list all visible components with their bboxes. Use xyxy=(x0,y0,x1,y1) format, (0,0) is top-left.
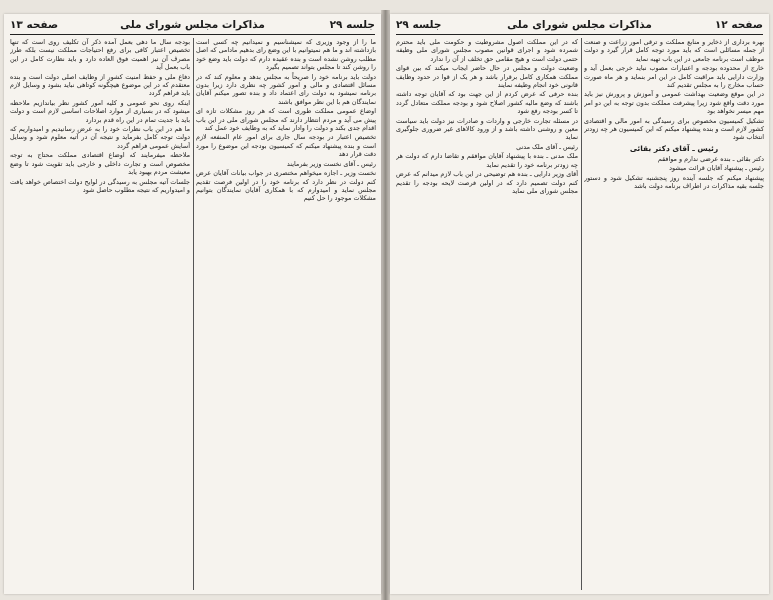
paragraph: پیشنهاد میکنم که جلسه آینده روز پنجشنبه تشکیل شود و دستور جلسه بقیه مذاکرات در اطراف برنامه دولت باشد xyxy=(584,173,764,191)
left-page-header xyxy=(10,16,375,35)
right-page-header xyxy=(396,16,763,35)
paragraph: در این موقع وضعیت بهداشت عمومی و آموزش و پرورش نیز باید مورد دقت واقع شود زیرا پیشرفت مملکت بدون توجه به این دو امر مهم میسر نخواهد بود xyxy=(584,90,764,116)
page-title: مذاکرات مجلس شورای ملی xyxy=(507,19,652,31)
page-number: صفحه ۱۲ xyxy=(714,19,763,31)
paragraph: دفاع ملی و حفظ امنیت کشور از وظایف اصلی دولت است و بنده معتقدم که در این موضوع هیچگونه کوتاهی نباید بشود و وسایل لازم باید فراهم گردد xyxy=(10,72,190,98)
paragraph: جلسات آتیه مجلس به رسیدگی در لوایح دولت اختصاص خواهد یافت و امیدواریم که نتیجه مطلوب حاصل شود xyxy=(10,177,190,194)
column-divider xyxy=(193,38,194,590)
left-page xyxy=(4,14,381,594)
paragraph: در مسئله تجارت خارجی و واردات و صادرات نیز دولت باید سیاست معین و روشنی داشته باشد و از ورود کالاهای غیر ضروری جلوگیری نماید xyxy=(396,116,578,142)
paragraph: ملک مدنی ـ بنده با پیشنهاد آقایان موافقم و تقاضا دارم که دولت هر چه زودتر برنامه خود را تقدیم نماید xyxy=(396,152,578,169)
paragraph: ملاحظه میفرمایند که اوضاع اقتصادی مملکت محتاج به توجه مخصوص است و تجارت داخلی و خارجی باید تقویت شود تا وضع معیشت مردم بهبود یابد xyxy=(10,151,190,177)
paragraph: که در این مملکت اصول مشروطیت و حکومت ملی باید محترم شمرده شود و اجرای قوانین مصوب مجلس شورای ملی وظیفه حتمی دولت است و هیچ مقامی حق تخلف از آن را ندارد xyxy=(396,38,578,63)
column-divider xyxy=(581,38,582,590)
speaker-line: دکتر بقائی ـ بنده عرضی ندارم و موافقم xyxy=(657,154,764,163)
paragraph: تشکیل کمیسیون مخصوص برای رسیدگی به امور مالی و اقتصادی کشور لازم است و بنده پیشنهاد میکنم که این کمیسیون هر چه زودتر انتخاب شود xyxy=(584,116,764,142)
paragraph: بودجه سال ما دهی بعمل آمده ذکر آن تکلیف روی است که تنها تخصیص اعتبار کافی برای رفع احتیاجات مملکت نیست بلکه طرز مصرف آن نیز اهمیت فوق العاده دارد و باید نظارت کامل در این باب بعمل آید xyxy=(10,38,190,72)
paragraph: بنده حرفی که عرض کردم از این جهت بود که آقایان توجه داشته باشند که وضع مالیه کشور اصلاح شود و بودجه مملکت متعادل گردد تا کسر بودجه رفع شود xyxy=(396,90,578,116)
paragraph: نخست وزیر ـ اجازه میخواهم مختصری در جواب بیانات آقایان عرض کنم دولت در نظر دارد که برنامه خود را در اولین فرصت تقدیم مجلس نماید و امیدوارم که با همکاری آقایان نمایندگان بتوانیم مشکلات موجود را حل کنیم xyxy=(196,169,376,203)
paragraph: دولت باید برنامه خود را صریحاً به مجلس بدهد و معلوم کند که در مسائل اقتصادی و مالی و امور کشور چه نظری دارد زیرا بدون برنامه نمیشود به دولت رای اعتماد داد و بنده تصور میکنم آقایان نمایندگان هم با این نظر موافق باشند xyxy=(196,72,376,106)
session-label: جلسه ۲۹ xyxy=(396,19,442,31)
session-label: جلسه ۲۹ xyxy=(329,19,375,31)
left-page-left-column xyxy=(10,38,190,590)
speaker-heading: رئیس ـ آقای دکتر بقائی xyxy=(629,143,719,153)
right-page-right-column xyxy=(584,38,764,590)
paragraph: وضعیت دولت و مجلس در حال حاضر ایجاب میکند که بین قوای مملکت همکاری کامل برقرار باشد و هر یک از قوا در حدود وظایف قانونی خود انجام وظیفه نمایند xyxy=(396,64,578,90)
speaker-line: رئیس ـ آقای ملک مدنی xyxy=(516,142,578,151)
left-page-right-column xyxy=(196,38,376,590)
paragraph: ما را از وجود وزیری که نمیشناسیم و نمیدانیم چه کسی است بازداشته اند و ما هم نمیتوانیم با این وضع رای بدهیم مادامی که اصل مطلب روشن نشده است و بنده عقیده دارم که دولت باید وضع خود را روشن کند تا مجلس بتواند تصمیم بگیرد xyxy=(196,38,376,72)
paragraph: آقای وزیر دارایی ـ بنده هم توضیحی در این باب لازم میدانم که عرض کنم دولت تصمیم دارد که در اولین فرصت لایحه بودجه را تقدیم مجلس شورای ملی نماید xyxy=(396,170,578,195)
paragraph: اوضاع عمومی مملکت طوری است که هر روز مشکلات تازه ای پیش می آید و مردم انتظار دارند که مجلس شورای ملی در این باب اقدام جدی بکند و دولت را وادار نماید که به وظایف خود عمل کند xyxy=(196,107,376,133)
paragraph: تخصیص اعتبار در بودجه سال جاری برای امور عام المنفعه لازم است و بنده پیشنهاد میکنم که کمیسیون بودجه این موضوع را مورد دقت قرار دهد xyxy=(196,133,376,159)
paragraph: ما هم در این باب نظرات خود را به عرض رسانیدیم و امیدواریم که دولت توجه کامل بفرماید و نتیجه آن در آتیه معلوم شود و وسایل آسایش عمومی فراهم گردد xyxy=(10,125,190,150)
speaker-line: رئیس ـ پیشنهاد آقایان قرائت میشود xyxy=(669,164,764,173)
paragraph: بهره برداری از ذخایر و منابع مملکت و ترقی امور زراعت و صنعت از جمله مسائلی است که باید مورد توجه کامل قرار گیرد و دولت موظف است برنامه جامعی در این باب تهیه نماید xyxy=(584,38,764,63)
speaker-line: رئیس ـ آقای نخست وزیر بفرمایند xyxy=(286,159,376,168)
paragraph: اینکه روی نحو عمومی و کلیه امور کشور نظر بیاندازیم ملاحظه میشود که در بسیاری از موارد اصلاحات اساسی لازم است و دولت باید با جدیت تمام در این راه قدم بردارد xyxy=(10,98,190,124)
right-page-left-column xyxy=(396,38,578,590)
page-number: صفحه ۱۳ xyxy=(10,19,59,31)
book-gutter xyxy=(381,10,390,600)
paragraph: خارج از محدوده بودجه و اعتبارات مصوب نباید خرجی بعمل آید و وزارت دارایی باید مراقبت کامل در این امر بنماید و هر ماه صورت حساب مخارج را به مجلس تقدیم کند xyxy=(584,64,764,90)
page-title: مذاکرات مجلس شورای ملی xyxy=(120,19,265,31)
right-page xyxy=(390,14,769,594)
